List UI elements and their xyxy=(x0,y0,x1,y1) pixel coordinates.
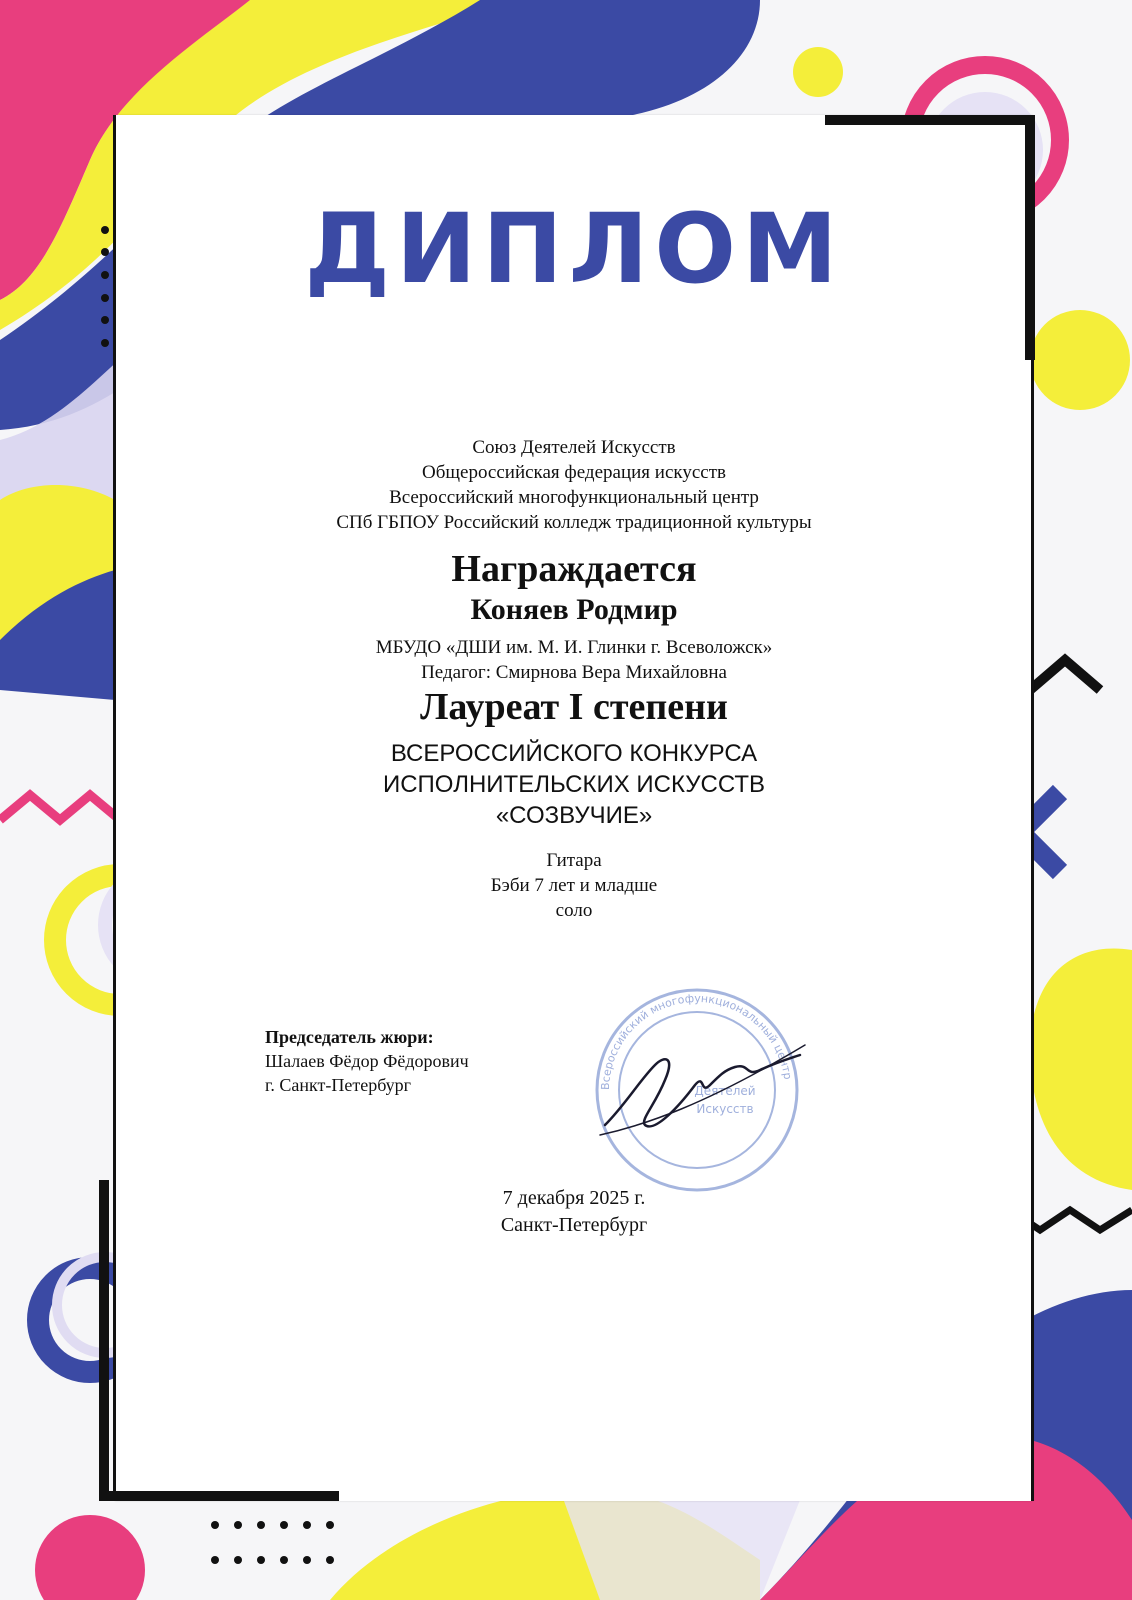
award-title: Лауреат I степени xyxy=(420,686,728,728)
contest-line: ИСПОЛНИТЕЛЬСКИХ ИСКУССТВ xyxy=(382,771,766,798)
jury-label: Председатель жюри: xyxy=(265,1027,434,1047)
organizer-line: Общероссийская федерация искусств xyxy=(422,462,726,483)
organizer-line: Всероссийский многофункциональный центр xyxy=(389,487,759,508)
official-stamp-with-signature xyxy=(585,985,810,1195)
diploma-title: ДИПЛОМ xyxy=(304,193,844,305)
right-yellow-half-disc xyxy=(1030,310,1130,410)
diploma-content xyxy=(115,115,1033,1501)
organizer-line: Союз Деятелей Искусств xyxy=(472,437,676,458)
issue-date: 7 декабря 2025 г. xyxy=(502,1187,646,1209)
category-age: Бэби 7 лет и младше xyxy=(490,875,658,896)
stamp-center-line: Искусств xyxy=(696,1102,754,1116)
school-name: МБУДО «ДШИ им. М. И. Глинки г. Всеволожск» xyxy=(375,637,773,658)
jury-name: Шалаев Фёдор Фёдорович xyxy=(265,1051,469,1071)
frame-bottom-left-vertical xyxy=(99,1180,109,1501)
teacher-name: Педагог: Смирнова Вера Михайловна xyxy=(421,662,727,683)
contest-name: «СОЗВУЧИЕ» xyxy=(495,802,653,829)
jury-block xyxy=(265,1025,469,1097)
stamp-center-line: Деятелей xyxy=(694,1084,756,1098)
recipient-name: Коняев Родмир xyxy=(470,593,678,626)
category-instrument: Гитара xyxy=(546,850,602,871)
issue-place: Санкт-Петербург xyxy=(500,1214,648,1236)
category-format: соло xyxy=(555,900,593,921)
contest-line: ВСЕРОССИЙСКОГО КОНКУРСА xyxy=(390,740,758,767)
organizer-line: СПб ГБПОУ Российский колледж традиционной культуры xyxy=(336,512,812,533)
jury-city: г. Санкт-Петербург xyxy=(265,1075,412,1095)
awarded-label: Награждается xyxy=(451,548,697,590)
stamp-ring-text: Всероссийский многофункциональный центр xyxy=(598,991,795,1091)
top-right-yellow-dot xyxy=(793,47,843,97)
